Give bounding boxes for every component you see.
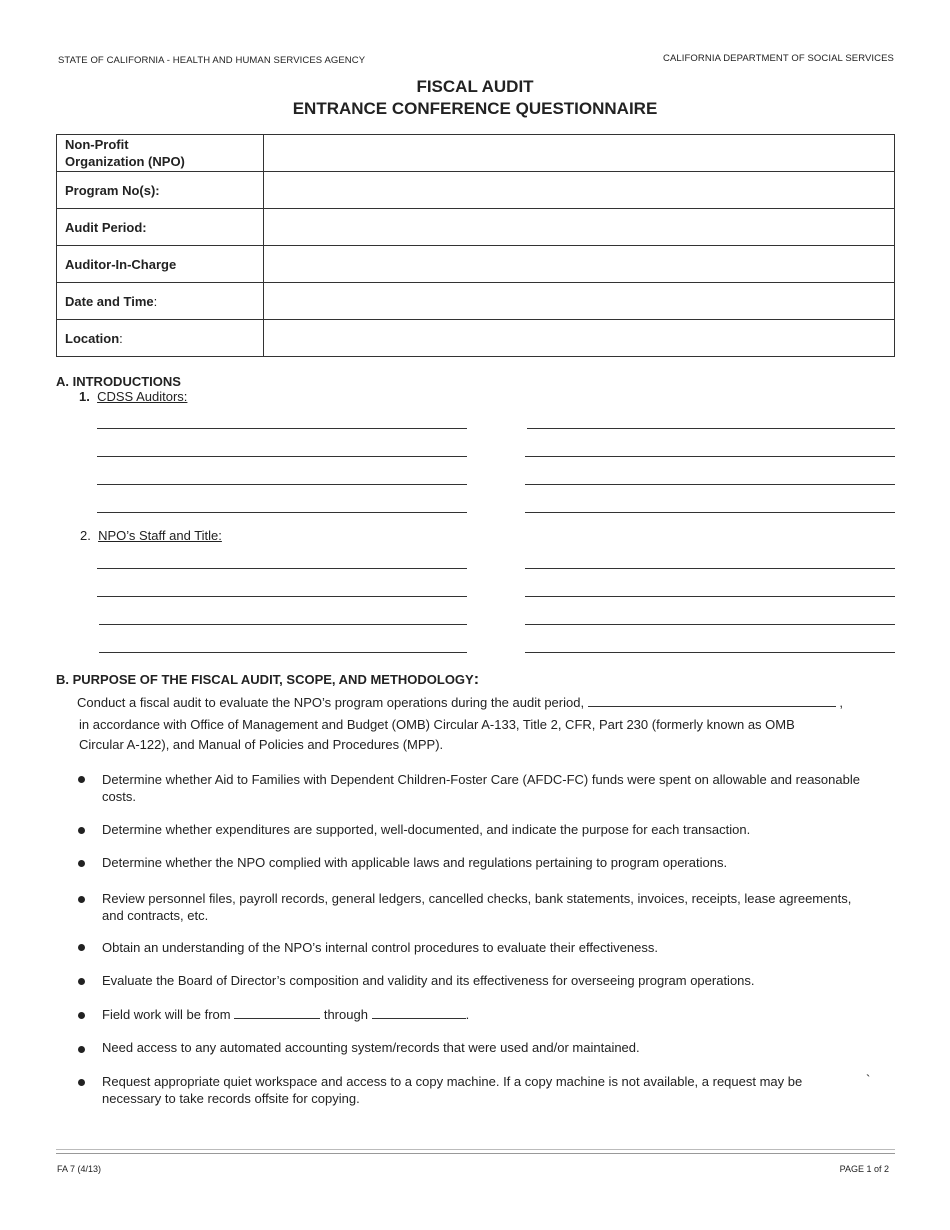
bullet-icon [78,1079,85,1086]
npo-staff-line[interactable] [99,624,467,625]
bullet-icon [78,860,85,867]
agency-header: STATE OF CALIFORNIA - HEALTH AND HUMAN SERVICES AGENCY [58,55,366,66]
purpose-paragraph-line1: Conduct a fiscal audit to evaluate the NPO’s program operations during the audit period, , [77,695,843,710]
cdss-auditor-line[interactable] [525,456,895,457]
program-field[interactable] [264,172,895,209]
npo-staff-line[interactable] [99,652,467,653]
bullet-afdc-fc: Determine whether Aid to Families with Dependent Children-Foster Care (AFDC-FC) funds were spent on allowable and reasonable costs. [102,772,860,804]
auditor-field[interactable] [264,246,895,283]
purpose-paragraph-line2: in accordance with Office of Management and Budget (OMB) Circular A-133, Title 2, CFR, Part 230 (formerly known as OMB [79,717,795,732]
footer-rule [56,1149,895,1150]
form-subtitle: ENTRANCE CONFERENCE QUESTIONNAIRE [292,99,658,118]
bullet-icon [78,827,85,834]
cdss-auditor-line[interactable] [527,428,895,429]
bullet-icon [78,1046,85,1053]
cdss-auditor-line[interactable] [525,484,895,485]
cdss-auditor-line[interactable] [525,512,895,513]
fieldwork-start-blank[interactable] [234,1006,320,1019]
bullet-internal-control: Obtain an understanding of the NPO’s internal control procedures to evaluate their effectiveness. [102,940,658,955]
footer-rule [56,1153,895,1154]
npo-staff-line[interactable] [525,624,895,625]
cdss-auditor-line[interactable] [97,512,467,513]
form-title: FISCAL AUDIT [416,77,534,96]
audit-period-blank[interactable] [588,694,836,707]
bullet-compliance: Determine whether the NPO complied with applicable laws and regulations pertaining to program operations. [102,855,728,870]
bullet-fieldwork: Field work will be from through . [102,1007,470,1022]
bullet-icon [78,978,85,985]
bullet-icon [78,776,85,783]
purpose-paragraph-line3: Circular A-122), and Manual of Policies and Procedures (MPP). [79,737,444,752]
bullet-workspace: Request appropriate quiet workspace and access to a copy machine. If a copy machine is not available, a request may be necessary to take records offsite for copying. [102,1074,803,1106]
npo-staff-line[interactable] [97,596,467,597]
section-b-heading: B. PURPOSE OF THE FISCAL AUDIT, SCOPE, AND METHODOLOGY: [56,671,480,688]
npo-staff-line[interactable] [525,652,895,653]
info-table [56,134,895,357]
npo-field[interactable] [264,135,895,172]
page-number: PAGE 1 of 2 [839,1164,889,1174]
cdss-auditors-label: 1. CDSS Auditors: [79,389,188,404]
location-field[interactable] [264,320,895,357]
date-time-label: Date and Time: [57,283,264,320]
stray-mark: ` [866,1072,871,1087]
cdss-auditor-line[interactable] [97,456,467,457]
section-a-heading: A. INTRODUCTIONS [56,374,181,389]
npo-label: Non-Profit Organization (NPO) [57,135,264,172]
npo-staff-line[interactable] [97,568,467,569]
fieldwork-end-blank[interactable] [372,1006,466,1019]
audit-period-field[interactable] [264,209,895,246]
cdss-auditor-line[interactable] [97,484,467,485]
audit-period-label: Audit Period: [57,209,264,246]
date-time-field[interactable] [264,283,895,320]
npo-staff-label: 2. NPO’s Staff and Title: [80,528,222,543]
bullet-icon [78,1012,85,1019]
cdss-auditor-line[interactable] [97,428,467,429]
bullet-board: Evaluate the Board of Director’s composition and validity and its effectiveness for overseeing program operations. [102,973,755,988]
form-number: FA 7 (4/13) [57,1164,102,1174]
program-label: Program No(s): [57,172,264,209]
npo-staff-line[interactable] [525,596,895,597]
bullet-accounting-access: Need access to any automated accounting system/records that were used and/or maintained. [102,1040,640,1055]
location-label: Location: [57,320,264,357]
bullet-icon [78,896,85,903]
auditor-label: Auditor-In-Charge [57,246,264,283]
department-header: CALIFORNIA DEPARTMENT OF SOCIAL SERVICES [663,53,894,64]
npo-staff-line[interactable] [525,568,895,569]
bullet-icon [78,944,85,951]
bullet-review-records: Review personnel files, payroll records, general ledgers, cancelled checks, bank statements, invoices, receipts, lease agreements, and contracts, etc. [102,891,852,923]
bullet-expenditures: Determine whether expenditures are supported, well-documented, and indicate the purpose for each transaction. [102,822,751,837]
